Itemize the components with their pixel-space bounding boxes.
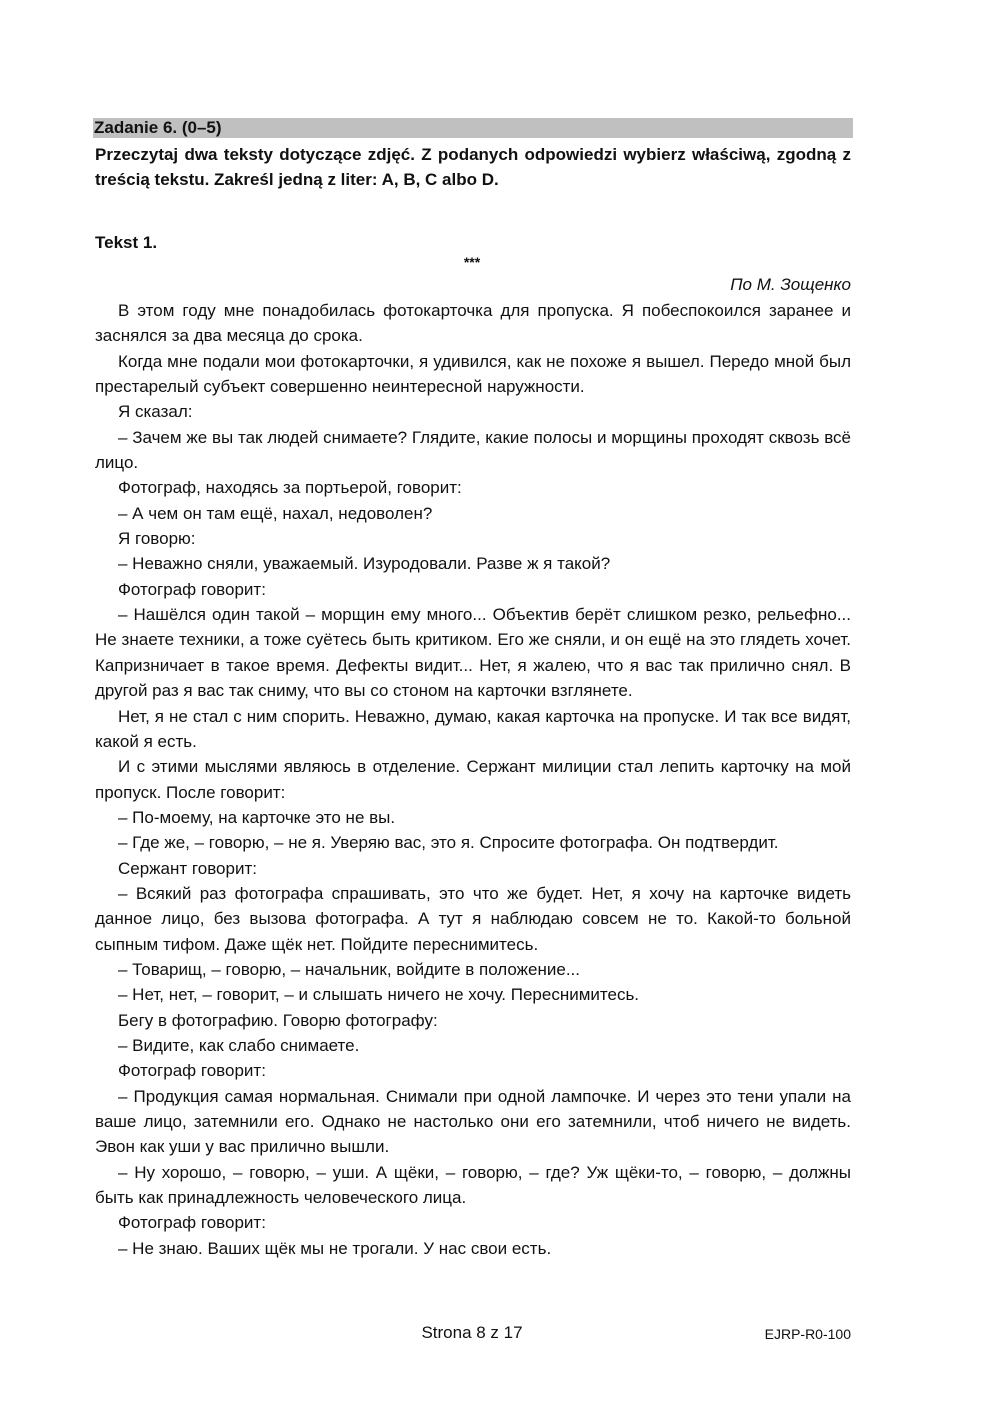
paragraph: В этом году мне понадобилась фотокарточка для пропуска. Я побеспокоился заранее и заснялся за два месяца до срока.	[95, 301, 851, 346]
paragraph: Нет, я не стал с ним спорить. Неважно, думаю, какая карточка на пропуске. И так все видят, какой я есть.	[95, 706, 851, 751]
text-label: Tekst 1.	[95, 233, 158, 252]
story-text	[95, 298, 851, 1261]
task-title: Zadanie 6. (0–5)	[93, 118, 853, 138]
paragraph: Фотограф говорит:	[118, 1213, 266, 1233]
paragraph: Сержант говорит:	[118, 858, 257, 878]
page-number: Strona 8 z 17	[421, 1323, 523, 1342]
paragraph: – Неважно сняли, уважаемый. Изуродовали. Разве ж я такой?	[118, 554, 611, 574]
paragraph: Бегу в фотографию. Говорю фотографу:	[118, 1010, 438, 1030]
paragraph: Фотограф говорит:	[118, 1061, 266, 1081]
paragraph: И с этими мыслями являюсь в отделение. Сержант милиции стал лепить карточку на мой пропуск. После говорит:	[95, 757, 851, 802]
author: По М. Зощенко	[730, 275, 851, 294]
paragraph: – Нет, нет, – говорит, – и слышать ничего не хочу. Переснимитесь.	[118, 985, 640, 1005]
paragraph: – Нашёлся один такой – морщин ему много... Объектив берёт слишком резко, рельефно... Не знаете техники, а тоже суётесь быть критиком. Его же сняли, и он ещё на это глядеть хочет. Капризничает в такое время. Дефекты видит... Нет, я жалею, что я вас так прилично снял. В другой раз я вас так сниму, что вы со стоном на карточки взглянете.	[95, 605, 851, 701]
task-instruction: Przeczytaj dwa teksty dotyczące zdjęć. Z podanych odpowiedzi wybierz właściwą, zgodną z treścią tekstu. Zakreśl jedną z liter: A, B, C albo D.	[95, 145, 851, 189]
paragraph: – Видите, как слабо снимаете.	[118, 1035, 360, 1055]
paragraph: Я сказал:	[118, 402, 193, 422]
paragraph: – По-моему, на карточке это не вы.	[118, 807, 396, 827]
paragraph: – Где же, – говорю, – не я. Уверяю вас, это я. Спросите фотографа. Он подтвердит.	[118, 833, 779, 853]
document-code: EJRP-R0-100	[764, 1326, 851, 1342]
paragraph: – Ну хорошо, – говорю, – уши. А щёки, – говорю, – где? Уж щёки-то, – говорю, – должны быть как принадлежность человеческого лица.	[95, 1162, 851, 1208]
separator: ***	[463, 254, 481, 270]
paragraph: – Товарищ, – говорю, – начальник, войдите в положение...	[118, 959, 581, 979]
paragraph: Фотограф, находясь за портьерой, говорит:	[118, 478, 462, 498]
paragraph: Когда мне подали мои фотокарточки, я удивился, как не похоже я вышел. Передо мной был престарелый субъект совершенно неинтересной наружности.	[95, 351, 851, 397]
paragraph: – Всякий раз фотографа спрашивать, это что же будет. Нет, я хочу на карточке видеть данное лицо, без вызова фотографа. А тут я наблюдаю совсем не то. Какой-то больной сыпным тифом. Даже щёк нет. Пойдите переснимитесь.	[95, 883, 851, 954]
paragraph: Я говорю:	[118, 529, 196, 549]
paragraph: – Продукция самая нормальная. Снимали при одной лампочке. И через это тени упали на ваше лицо, затемнили его. Однако не настолько они его затемнили, чтоб ничего не видеть. Эвон как уши у вас прилично вышли.	[95, 1086, 851, 1157]
paragraph: – А чем он там ещё, нахал, недоволен?	[118, 503, 433, 523]
paragraph: Фотограф говорит:	[118, 579, 266, 599]
paragraph: – Не знаю. Ваших щёк мы не трогали. У нас свои есть.	[118, 1238, 552, 1258]
paragraph: – Зачем же вы так людей снимаете? Глядите, какие полосы и морщины проходят сквозь всё лицо.	[95, 427, 851, 473]
